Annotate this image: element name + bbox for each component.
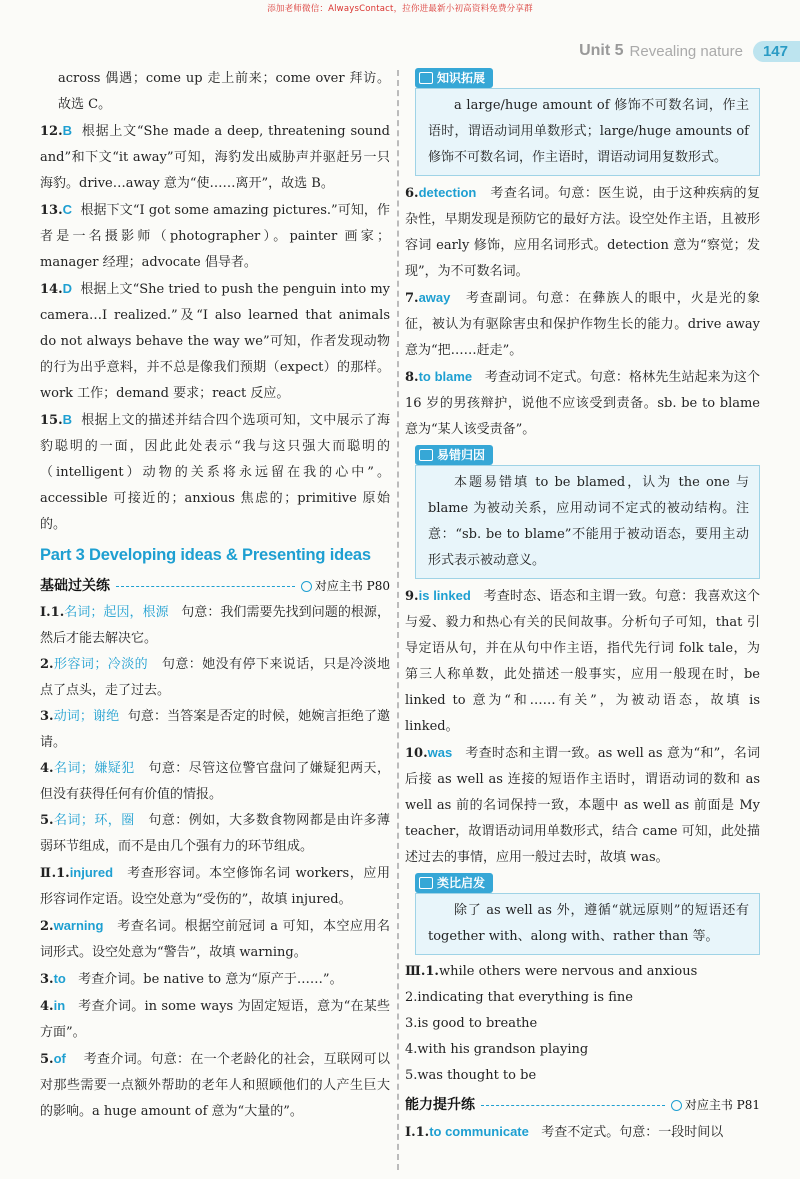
- answer-item-12: 12.B 根据上文“She made a deep, threatening sound and”和下文“it away”可知，海豹发出威胁声并驱赶另一只海豹。drive…away 意为“使……离开”，故选 B。: [40, 123, 391, 191]
- book-reference: 对应主书 P81: [671, 1092, 760, 1118]
- grammar-item: 6.detection 考查名词。句意：医生说，由于这种疾病的复杂性，早期发现是预防它的最好方法。设空处作主语，且被形容词 early 修饰，应用名词形式。detection 意为“察觉；发现”，为不可数名词。: [405, 185, 760, 279]
- grammar-item: 3.to 考查介词。be native to 意为“原产于……”。: [40, 971, 343, 987]
- page-header: [579, 38, 800, 64]
- section-basic: [40, 574, 390, 598]
- section-advanced: [405, 1093, 760, 1117]
- section-title: 基础过关练: [40, 578, 110, 594]
- tip-box-analogy: 除了 as well as 外，遵循“就远原则”的短语还有 together with、along with、rather than 等。: [415, 893, 760, 955]
- grammar-item: 7.away 考查副词。句意：在彝族人的眼中，火是光的象征，被认为有驱除害虫和保护作物生长的能力。drive away 意为“把……赶走”。: [405, 290, 760, 358]
- watermark: 添加老师微信：AlwaysContact，拉你进最新小初高资料免费分享群: [267, 4, 533, 14]
- grammar-item: 9.is linked 考查时态、语态和主谓一致。句意：我喜欢这个与爱、毅力和热心有关的民间故事。分析句子可知，that 引导定语从句，并在从句中作主语，指代先行词 folk tale，为第三人称单数，此处描述一般事实，应用一般现在时，be linked to 意为“和……有关”，为被动语态，故填 is linked。: [405, 588, 760, 734]
- note-icon: [419, 877, 433, 889]
- sentence-item: 3.is good to breathe: [405, 1016, 538, 1031]
- answer-item-14: 14.D 根据上文“She tried to push the penguin into my camera…I realized.”及“I also learned that animals do not always behave the way we”可知，作者发现动物的行为出乎意料，并不总是像我们预期（expect）的那样。work 工作；demand 要求；react 反应。: [40, 281, 390, 401]
- section-rule: [481, 1105, 665, 1106]
- sentence-item: 5.was thought to be: [405, 1068, 537, 1083]
- grammar-item: Ⅱ.1.injured 考查形容词。本空修饰名词 workers，应用形容词作定语。设空处意为“受伤的”，故填 injured。: [40, 865, 390, 907]
- left-column: [40, 66, 390, 1125]
- grammar-item: 10.was 考查时态和主谓一致。as well as 意为“和”，名词后接 as well as 连接的短语作主语时，谓语动词的数和 as well as 前的名词保持一致，本题中 as well as 前面是 My teacher，故谓语动词用单数形式，结合 came 可知，此处描述过去的事情，应用一般过去时，故填 was。: [405, 745, 761, 865]
- unit-label: Unit 5: [579, 42, 624, 59]
- sentence-item: 2.indicating that everything is fine: [405, 990, 633, 1005]
- grammar-item: Ⅰ.1.to communicate 考查不定式。句意：一段时间以: [405, 1124, 724, 1140]
- tip-tag-knowledge: 知识拓展: [415, 68, 493, 88]
- vocab-item: 4.名词；嫌疑犯 句意：尽管这位警官盘问了嫌疑犯两天，但没有获得任何有价值的情报。: [40, 761, 390, 802]
- magnifier-icon: [301, 581, 312, 592]
- grammar-item: 8.to blame 考查动词不定式。句意：格林先生站起来为这个 16 岁的男孩辩护，说他不应该受到责备。sb. be to blame 意为“某人该受责备”。: [405, 369, 760, 437]
- grammar-item: 2.warning 考查名词。根据空前冠词 a 可知，本空应用名词形式。设空处意为“警告”，故填 warning。: [40, 918, 390, 960]
- section-rule: [116, 586, 295, 587]
- vocab-item: 3.动词；谢绝 句意：当答案是否定的时候，她婉言拒绝了邀请。: [40, 709, 390, 750]
- vocab-item: 5.名词；环，圈 句意：例如，大多数食物网都是由许多薄弱环节组成，而不是由几个强有力的环节组成。: [40, 813, 390, 854]
- right-column: [405, 66, 760, 1146]
- continued-text: across 偶遇；come up 走上前来；come over 拜访。故选 C。: [58, 71, 390, 112]
- tip-tag-error: 易错归因: [415, 445, 493, 465]
- sentence-item: Ⅲ.1.while others were nervous and anxious: [405, 964, 698, 979]
- section-title: 能力提升练: [405, 1097, 475, 1113]
- grammar-item: 5.of 考查介词。句意：在一个老龄化的社会，互联网可以对那些需要一点额外帮助的老年人和照顾他们的人产生巨大的影响。a huge amount of 意为“大量的”。: [40, 1051, 390, 1119]
- grammar-item: 4.in 考查介词。in some ways 为固定短语，意为“在某些方面”。: [40, 998, 390, 1040]
- answer-item-13: 13.C 根据下文“I got some amazing pictures.”可知，作者是一名摄影师（photographer）。painter 画家；manager 经理；advocate 倡导者。: [40, 202, 390, 270]
- note-icon: [419, 72, 433, 84]
- tip-box-error: 本题易错填 to be blamed，认为 the one 与 blame 为被动关系，应用动词不定式的被动结构。注意：“sb. be to blame”不能用于被动语态，要用主动形式表示被动意义。: [415, 465, 760, 579]
- column-divider: [397, 70, 399, 1170]
- page-number: 147: [753, 41, 800, 62]
- tip-box-knowledge: a large/huge amount of 修饰不可数名词，作主语时，谓语动词用单数形式；large/huge amounts of 修饰不可数名词，作主语时，谓语动词用复数形式。: [415, 88, 760, 176]
- tip-tag-analogy: 类比启发: [415, 873, 493, 893]
- part-heading: Part 3 Developing ideas & Presenting ideas: [40, 546, 371, 564]
- note-icon: [419, 449, 433, 461]
- book-reference: 对应主书 P80: [301, 573, 390, 599]
- magnifier-icon: [671, 1100, 682, 1111]
- answer-item-15: 15.B 根据上文的描述并结合四个选项可知，文中展示了海豹聪明的一面，因此此处表示“我与这只强大而聪明的（intelligent）动物的关系将永远留在我的心中”。accessible 可接近的；anxious 焦虑的；primitive 原始的。: [40, 412, 390, 532]
- vocab-item: 2.形容词；冷淡的 句意：她没有停下来说话，只是冷淡地点了点头，走了过去。: [40, 657, 390, 698]
- unit-title: Revealing nature: [629, 42, 743, 60]
- sentence-item: 4.with his grandson playing: [405, 1042, 589, 1057]
- vocab-item: Ⅰ.1.名词；起因，根源 句意：我们需要先找到问题的根源，然后才能去解决它。: [40, 605, 390, 646]
